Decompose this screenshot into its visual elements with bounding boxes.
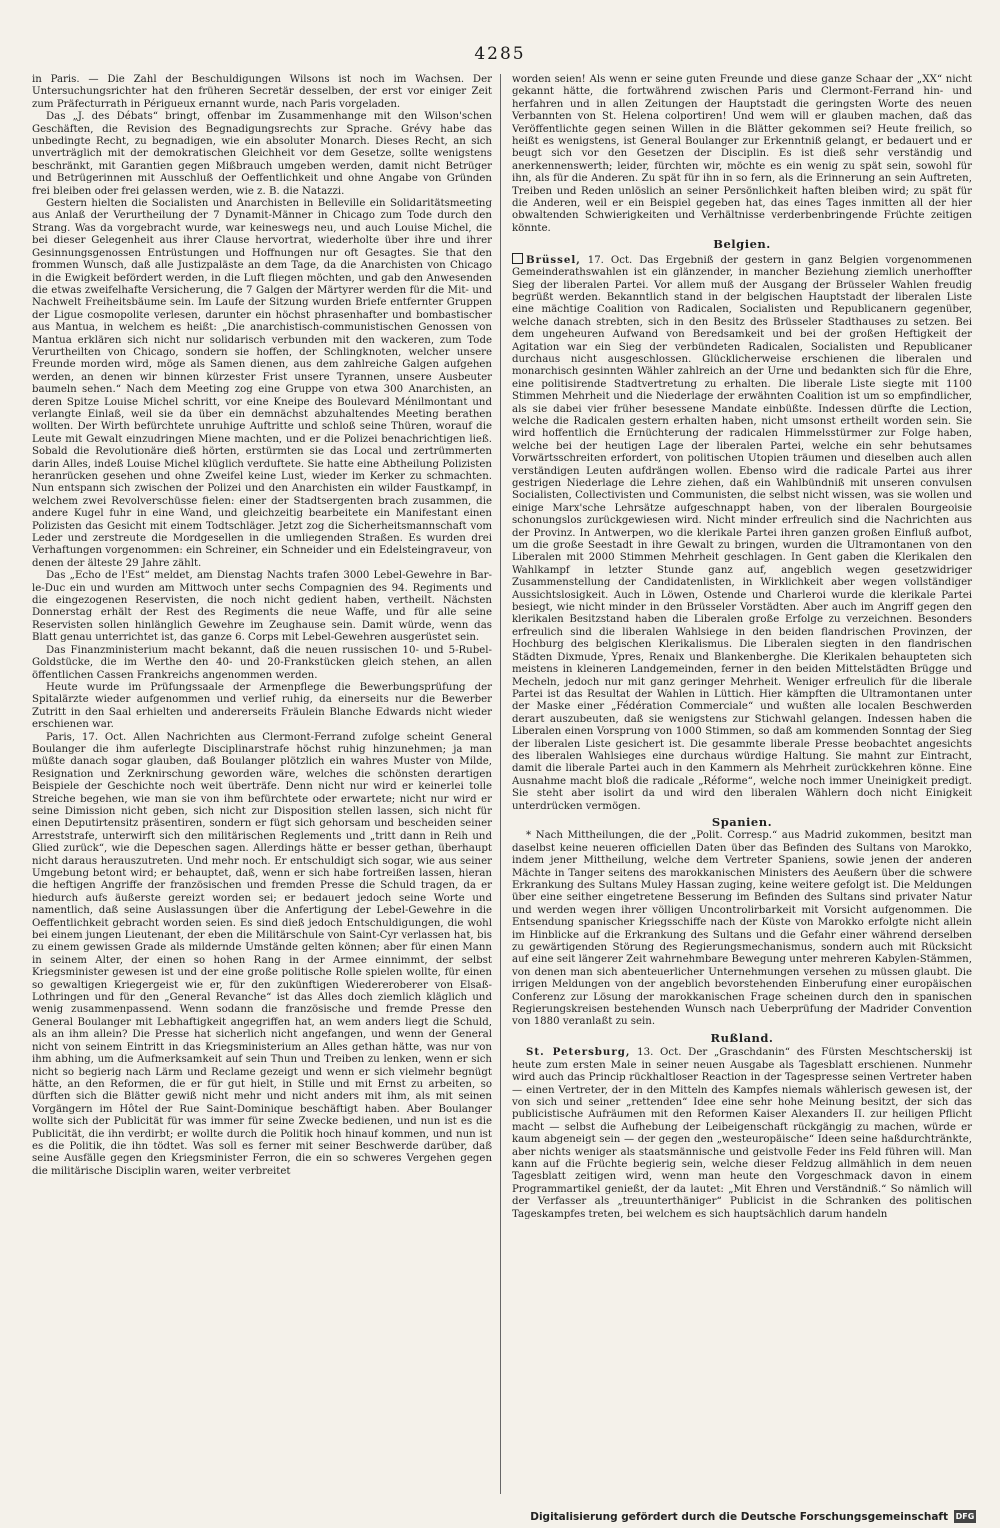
paragraph: Das „Echo de l'Est“ meldet, am Dienstag Nachts trafen 3000 Lebel-Gewehre in Bar-le-Duc ein und wurden am Mittwoch unter sechs Compagnien des 94. Regiments und die eingezogenen Reservisten, die noch nicht gedient haben, vertheilt. Nächsten Donnerstag erhält der Rest des Regiments die neue Waffe, und für alle seine Reservisten sollen hinlänglich Gewehre im Zeughause sein. Damit würde, wenn das Blatt genau unterrichtet ist, das ganze 6. Corps mit Lebel-Gewehren ausgerüstet sein. [32,570,492,644]
dfg-logo-icon: DFG [955,1512,975,1521]
section-heading-spanien: Spanien. [711,814,773,829]
spanien-article: * Nach Mittheilungen, die der „Polit. Corresp.“ aus Madrid zukommen, besitzt man daselbst keine neueren officiellen Daten über das Befinden des Sultans von Marokko, indem jener Mittheilung, welche dem Vertreter Spaniens, sowie jenen der anderen Mächte in Tanger seitens des marokkanischen Ministers des Aeußern über die schwere Erkrankung des Sultans Muley Hassan zuging, keine weitere gefolgt ist. Die Meldungen über eine seither eingetretene Besserung im Befinden des Sultans sind privater Natur und werden wegen ihrer völligen Uncontrolirbarkeit mit Vorsicht aufgenommen. Die Entsendung spanischer Kriegsschiffe nach der Küste von Marokko erfolgte nicht allein im Hinblicke auf die Erkrankung des Sultans und die Gefahr einer während derselben zu gewärtigenden Störung des Regierungsmechanismus, sondern auch mit Rücksicht auf eine seit längerer Zeit wahrnehmbare Bewegung unter mehreren Kabylen-Stämmen, von denen man sich abenteuerlicher Unternehmungen versehen zu müssen glaubt. Die irrigen Meldungen von der angeblich bevorstehenden Einberufung einer europäischen Conferenz zur Lösung der marokkanischen Frage scheinen durch den in spanischen Regierungskreisen bestehenden Wunsch nach Ueberprüfung der Madrider Convention von 1880 veranlaßt zu sein. [512,830,972,1028]
right-column [512,74,972,1494]
belgien-article [512,253,972,813]
paragraph: Paris, 17. Oct. Allen Nachrichten aus Clermont-Ferrand zufolge scheint General Boulanger die ihm auferlegte Disciplinarstrafe höchst ruhig hinzunehmen; ja man müßte danach sogar glauben, daß Boulanger plötzlich ein wahres Muster von Milde, Resignation und Zerknirschung geworden wäre, welches die schönsten derartigen Beispiele der Geschichte noch weit überträfe. Denn nicht nur wird er keinerlei tolle Streiche begehen, wie man sie von ihm befürchtete oder erwartete; nicht nur wird er seine Dimission nicht geben, sich nicht zur Disposition stellen lassen, sich nicht für einen Deputirtensitz präsentiren, sondern er fügt sich gehorsam und bescheiden seiner Arreststrafe, unterwirft sich den militärischen Reglements und „tritt dann in Reih und Glied zurück“, wie die Depeschen sagen. Allerdings hätte er besser gethan, überhaupt nicht daraus herauszutreten. Und mehr noch. Er entschuldigt sich sogar, wie aus seiner Umgebung betont wird; er behauptet, daß, wenn er sich habe fortreißen lassen, hieran die heftigen Angriffe der französischen und fremden Presse die Schuld tragen, da er hiedurch aufs äußerste gereizt worden sei; er bedauert jedoch seine Worte und namentlich, daß seine Auslassungen über die Anfertigung der Lebel-Gewehre in die Oeffentlichkeit gebracht worden seien. Es sind dieß jedoch Entschuldigungen, die wohl bei einem jungen Lieutenant, der eben die Militärschule von Saint-Cyr verlassen hat, bis zu einem gewissen Grade als mildernde Umstände gelten können; aber für einen Mann in seinem Alter, der einen so hohen Rang in der Armee einnimmt, der selbst Kriegsminister gewesen ist und der eine große politische Rolle spielen wollte, für einen so gewaltigen Kriegergeist wie er, für den zukünftigen Wiedereroberer von Elsaß-Lothringen und für den „General Revanche“ ist das Alles doch ziemlich kläglich und wenig zusammenpassend. Wenn sodann die französische und fremde Presse den General Boulanger mit Lebhaftigkeit angegriffen hat, an wem anders liegt die Schuld, als an ihm allein? Die Presse hat sicherlich nicht angefangen, und wenn der General nicht von seinem Eintritt in das Kriegsministerium an Alles gethan hätte, was nur von ihm abhing, um die Aufmerksamkeit auf sein Thun und Treiben zu lenken, wenn er sich nicht so begierig nach Lärm und Reclame gezeigt und wenn er sich vielmehr begnügt hätte, an den Reformen, die er für gut hielt, in Stille und mit Ernst zu arbeiten, so dürften sich die Blätter gewiß nicht mehr und nicht anders mit ihm, als mit seinen Vorgängern im Hôtel der Rue Saint-Dominique beschäftigt haben. Aber Boulanger wollte sich der Publicität für was immer für seine Zwecke bedienen, und nun ist es die Publicität, die ihn verdirbt; er wollte durch die Politik hoch hinauf kommen, und nun ist es die Politik, die ihn tödtet. Was soll es ferner mit seiner Beschwerde darüber, daß seine Ausfälle gegen den Kriegsminister Ferron, die ein so schweres Vergehen gegen die militärische Disciplin waren, weiter verbreitet [32,731,492,1177]
paragraph: Gestern hielten die Socialisten und Anarchisten in Belleville ein Solidaritätsmeeting aus Anlaß der Verurtheilung der 7 Dynamit-Männer in Chicago zum Tode durch den Strang. Was da vorgebracht wurde, war keineswegs neu, und auch Louise Michel, die bei dieser Gelegenheit aus ihrer Clause hervortrat, wiederholte über ihre und ihrer Gesinnungsgenossen Entrüstungen und Hoffnungen nur oft Gesagtes. Sie that den frommen Wunsch, daß alle Justizpaläste an dem Tage, da die Anarchisten von Chicago in die Ewigkeit befördert werden, in die Luft fliegen möchten, und gab den Anwesenden die etwas zweifelhafte Versicherung, die 7 Galgen der Märtyrer werden für die Mit- und Nachwelt Freiheitsbäume sein. Im Laufe der Sitzung wurden Briefe entfernter Gruppen der Ligue cosmopolite verlesen, darunter ein höchst phrasenhafter und bombastischer aus Mantua, in welchem es heißt: „Die anarchistisch-communistischen Genossen von Mantua erklären sich nicht nur solidarisch verbunden mit den wackeren, zum Tode Verurtheilten von Chicago, sondern sie hoffen, der Schlingknoten, welcher unsere Freunde morden wird, möge als Samen dienen, aus dem zahlreiche Galgen aufgehen werden, an denen wir binnen kürzester Frist unsere Tyrannen, unsere Ausbeuter baumeln sehen.“ Nach dem Meeting zog eine Gruppe von etwa 300 Anarchisten, an deren Spitze Louise Michel schritt, vor eine Kneipe des Boulevard Ménilmontant und verlangte Einlaß, weil sie da über ein demnächst abzuhaltendes Meeting berathen wollten. Der Wirth befürchtete unruhige Auftritte und schloß seine Thüren, worauf die Leute mit Gewalt einzudringen Miene machten, und er die Polizei benachrichtigen ließ. Sobald die Revolutionäre dieß hörten, erstürmten sie das Local und zertrümmerten darin Alles, indeß Louise Michel klüglich verduftete. Sie hatte eine Abtheilung Polizisten heranrücken gesehen und ohne Zweifel keine Lust, wieder im Kerker zu schmachten. Nun entspann sich zwischen der Polizei und den Anarchisten ein wilder Faustkampf, in welchem zwei Revolverschüsse fielen: einer der Stadtsergenten brach zusammen, die andere Kugel fuhr in eine Wand, und gleichzeitig bearbeitete ein Manifestant einen Polizisten das Gesicht mit einem Todtschläger. Jetzt zog die Sicherheitsmannschaft vom Leder und zerstreute die Mordgesellen in die umliegenden Straßen. Es wurden drei Verhaftungen vorgenommen: ein Schreiner, ein Schneider und ein Edelsteingraveur, von denen der älteste 29 Jahre zählt. [32,198,492,569]
section-heading-belgien: Belgien. [713,237,771,252]
page-number: 4285 [474,44,526,64]
square-marker-icon [512,253,523,264]
paragraph: Das „J. des Débats“ bringt, offenbar im Zusammenhange mit den Wilson'schen Geschäften, die Revision des Begnadigungsrechts zur Sprache. Grévy habe das unbedingte Recht, zu begnadigen, wie ein absoluter Monarch. Dieses Recht, an sich unverträglich mit der demokratischen Gleichheit vor dem Gesetze, sollte wenigstens beschränkt, mit Garantien gegen Mißbrauch umgeben werden, damit nicht Betrüger und Betrügerinnen mit Ausschluß der Oeffentlichkeit und ohne Angabe von Gründen frei bleiben oder frei gelassen werden, wie z. B. die Natazzi. [32,111,492,197]
left-column [32,74,492,1494]
dateline: Brüssel, [526,253,581,266]
article-text: 13. Oct. Der „Graschdanin“ des Fürsten Meschtscherskij ist heute zum ersten Male in seiner neuen Ausgabe als Tagesblatt erschienen. Nunmehr wird auch das Princip rückhaltloser Reaction in der Tagespresse seinen Vertreter haben — einen Vertreter, der in den Mitteln des Kampfes niemals wählerisch gewesen ist, der von sich und seiner „rettenden“ Idee eine sehr hohe Meinung besitzt, der sich das publicistische Aufräumen mit den Reformen Kaiser Alexanders II. zur heiligen Pflicht macht — selbst die Aufhebung der Leibeigenschaft rückgängig zu machen, würde er kaum abgeneigt sein — der gegen den „westeuropäische“ Ideen seine haßdurchtränkte, aber nichts weniger als staatsmännische und geistvolle Feder ins Feld führen will. Man kann auf die Früchte begierig sein, welche dieser Feldzug allmählich in dem neuen Tagesblatt zeitigen wird, wenn man heute den Vorgeschmack davon in einem Programmartikel genießt, der da lautet: „Mit Ehren und Verständniß.“ So nämlich will der Verfasser als „treuunterthäniger“ Publicist in die Schranken des politischen Tageskampfes treten, bei welchem es sich hauptsächlich darum handeln [512,1047,972,1220]
paragraph: worden seien! Als wenn er seine guten Freunde und diese ganze Schaar der „XX“ nicht gekannt hätte, die fortwährend zwischen Paris und Clermont-Ferrand hin- und herfahren und in allen Zeitungen der Hauptstadt die geringsten Worte des neuen Verbannten von St. Helena colportiren! Und wem will er glauben machen, daß das Veröffentlichte gegen seinen Willen in die Blätter gekommen sei? Heute freilich, so heißt es wenigstens, ist General Boulanger zur Erkenntniß gelangt, er bedauert und er beugt sich vor den Gesetzen der Disciplin. Es ist dieß sehr verständig und anerkennenswerth; leider, fürchten wir, möchte es ein wenig zu spät sein, sowohl für ihn, als für die Anderen. Zu spät für ihn in so fern, als die Erinnerung an sein Auftreten, Treiben und Reden unlöslich an seiner Persönlichkeit haften bleiben wird; zu spät für die Anderen, weil er ein Beispiel gegeben hat, das eines Tages inmitten all der hier obwaltenden Schwierigkeiten und Verhältnisse verderbenbringende Früchte zeitigen könnte. [512,74,972,234]
paragraph: Heute wurde im Prüfungssaale der Armenpflege die Bewerbungsprüfung der Spitalärzte wieder aufgenommen und verlief ruhig, da einerseits nur die Bewerber Zutritt in den Saal erhielten und andererseits Fräulein Blanche Edwards nicht wieder erschienen war. [32,681,492,731]
section-heading-russland: Rußland. [710,1030,774,1045]
dateline: St. Petersburg, [526,1046,631,1059]
digitization-footer [530,1510,976,1523]
article-text: 17. Oct. Das Ergebniß der gestern in ganz Belgien vorgenommenen Gemeinderathswahlen ist ein glänzender, in mancher Beziehung ziemlich unerhoffter Sieg der liberalen Partei. Vor allem muß der Ausgang der Brüsseler Wahlen freudig begrüßt werden. Bekanntlich stand in der belgischen Hauptstadt der liberalen Liste eine mächtige Coalition von Radicalen, Socialisten und Republicanern gegenüber, welche danach strebten, sich in den Besitz des Brüsseler Stadthauses zu setzen. Bei dem ungeheuren Aufwand von Beredsamkeit und bei der großen Heftigkeit der Agitation war ein Sieg der verbündeten Radicalen, Socialisten und Republicaner durchaus nicht ausgeschlossen. Glücklicherweise erschienen die liberalen und monarchisch gesinnten Wähler zahlreich an der Urne und bedankten sich für die Ehre, eine politisirende Stadtvertretung zu erhalten. Die liberale Liste siegte mit 1100 Stimmen Mehrheit und die Niederlage der erwähnten Coalition ist um so empfindlicher, als sie dabei vier früher besessene Mandate einbüßte. Indessen dürfte die Lection, welche die Radicalen gestern erhalten haben, nicht umsonst ertheilt worden sein. Sie wird hoffentlich die Ernüchterung der radicalen Himmelsstürmer zur Folge haben, welche bei der heutigen Lage der liberalen Partei, welche ein sehr behutsames Vorwärtsschreiten erfordert, von politischen Utopien träumen und dieselben auch allen verständigen Leuten aufdrängen wollen. Ebenso wird die radicale Partei aus ihrer gestrigen Niederlage die Lehre ziehen, daß ein Wahlbündniß mit unseren convulsen Socialisten, Collectivisten und Communisten, die selbst nicht wissen, was sie wollen und einige Marx'sche Lehrsätze aufgeschnappt haben, von der liberalen Bourgeoisie schonungslos zurückgewiesen wird. Nicht minder erfreulich sind die Nachrichten aus der Provinz. In Antwerpen, wo die klerikale Partei ihren ganzen großen Einfluß aufbot, um die große Seestadt in ihre Gewalt zu bringen, wurden die Ultramontanen von den Liberalen mit 2000 Stimmen Mehrheit geschlagen. In Gent gaben die Klerikalen den Wahlkampf in letzter Stunde ganz auf, angeblich wegen gesetzwidriger Zusammenstellung der Candidatenlisten, in Wirklichkeit aber wegen vollständiger Aussichtslosigkeit. Auch in Löwen, Ostende und Charleroi wurde die klerikale Partei besiegt, wie nicht minder in den Brüsseler Vorstädten. Aber auch im Angriff gegen den klerikalen Besitzstand haben die Liberalen große Erfolge zu verzeichnen. Besonders erfreulich sind die liberalen Wahlsiege in den beiden flandrischen Provinzen, der Hochburg des belgischen Klerikalismus. Die Liberalen siegten in den flandrischen Städten Dixmude, Ypres, Renaix und Blankenberghe. Die Klerikalen behaupteten sich meistens in kleineren Landgemeinden, ferner in den beiden Mittelstädten Brügge und Mecheln, jedoch nur mit ganz geringer Mehrheit. Weniger erfreulich für die liberale Partei ist das Resultat der Wahlen in Lüttich. Hier kämpften die Ultramontanen unter der Maske einer „Fédération Commerciale“ und wußten alle localen Beschwerden derart auszubeuten, daß sie wenigstens zur Stichwahl gelangen. Indessen haben die Liberalen einen Vorsprung von 1000 Stimmen, so daß am kommenden Sonntag der Sieg der liberalen Liste gesichert ist. Die gesammte liberale Presse beobachtet angesichts des liberalen Wahlsieges eine durchaus würdige Haltung. Sie mahnt zur Eintracht, damit die liberale Partei auch in den Kammern als Mehrheit zurückkehren könne. Eine Ausnahme macht bloß die radicale „Réforme“, welche noch immer Uneinigkeit predigt. Sie steht aber isolirt da und wird den liberalen Wählern doch nicht Einigkeit unterdrücken vermögen. [512,254,972,812]
paragraph: in Paris. — Die Zahl der Beschuldigungen Wilsons ist noch im Wachsen. Der Untersuchungsrichter hat den früheren Secretär desselben, der erst vor einiger Zeit zum Präfecturrath in Périgueux ernannt wurde, nach Paris vorgeladen. [32,74,492,110]
paragraph: Das Finanzministerium macht bekannt, daß die neuen russischen 10- und 5-Rubel-Goldstücke, die im Werthe den 40- und 20-Frankstücken gleich stehen, an allen öffentlichen Cassen Frankreichs angenommen werden. [32,644,492,681]
russland-article [512,1046,972,1221]
article-columns [32,74,972,1494]
footer-text: Digitalisierung gefördert durch die Deutsche Forschungsgemeinschaft [530,1510,948,1523]
